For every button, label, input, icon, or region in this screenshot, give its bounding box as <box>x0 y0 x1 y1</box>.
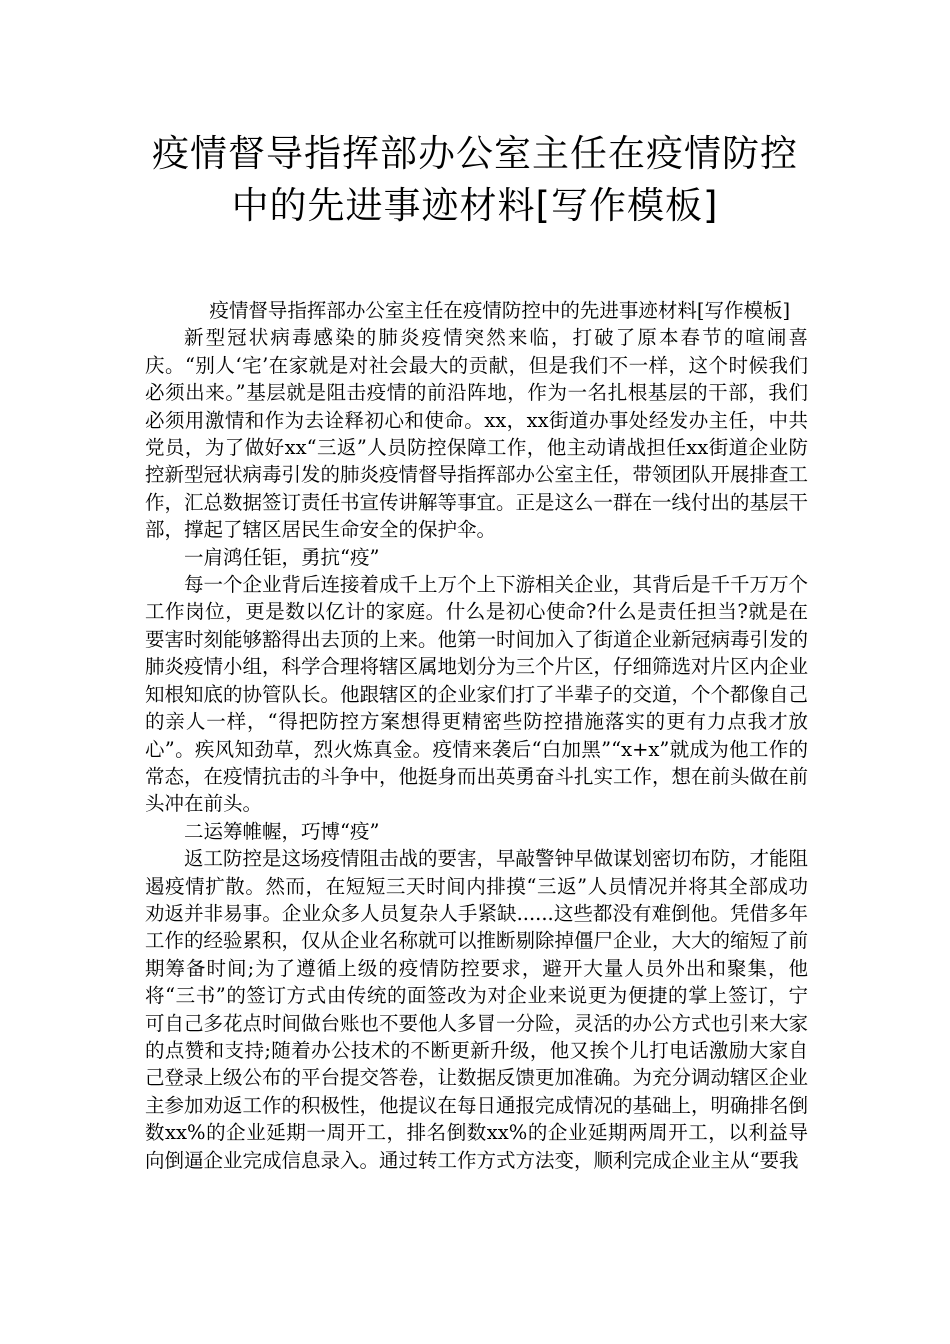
paragraph-subtitle: 疫情督导指挥部办公室主任在疫情防控中的先进事迹材料[写作模板] <box>209 299 791 322</box>
document-body <box>145 297 808 1174</box>
paragraph-section-2: 返工防控是这场疫情阻击战的要害，早敲警钟早做谋划密切布防，才能阻遏疫情扩散。然而，在短短三天时间内排摸“三返”人员情况并将其全部成功劝返并非易事。企业众多人员复杂人手紧缺......这些都没有难倒他。凭借多年工作的经验累积，仅从企业名称就可以推断剔除掉僵尸企业，大大的缩短了前期筹备时间;为了遵循上级的疫情防控要求，避开大量人员外出和聚集，他将“三书”的签订方式由传统的面签改为对企业来说更为便捷的掌上签订，宁可自己多花点时间做台账也不要他人多冒一分险，灵活的办公方式也引来大家的点赞和支持;随着办公技术的不断更新升级，他又挨个儿打电话激励大家自己登录上级公布的平台提交答卷，让数据反馈更加准确。为充分调动辖区企业主参加劝返工作的积极性，他提议在每日通报完成情况的基础上，明确排名倒数xx%的企业延期一周开工，排名倒数xx%的企业延期两周开工，以利益导向倒逼企业完成信息录入。通过转工作方式方法变，顺利完成企业主从“要我 <box>145 847 809 1172</box>
document-title <box>100 128 850 232</box>
section-heading-1: 一肩鸿任钜，勇抗“疫” <box>184 545 380 569</box>
title-line-1: 疫情督导指挥部办公室主任在疫情防控 <box>152 132 798 175</box>
section-heading-2: 二运筹帷幄，巧博“疫” <box>184 819 380 843</box>
title-line-2: 中的先进事迹材料[写作模板] <box>231 184 719 227</box>
paragraph-intro: 新型冠状病毒感染的肺炎疫情突然来临，打破了原本春节的喧闹喜庆。“别人‘宅’在家就是对社会最大的贡献，但是我们不一样，这个时候我们必须出来。”基层就是阻击疫情的前沿阵地，作为一名扎根基层的干部，我们必须用激情和作为去诠释初心和使命。xx，xx街道办事处经发办主任，中共党员，为了做好xx“三返”人员防控保障工作，他主动请战担任xx街道企业防控新型冠状病毒引发的肺炎疫情督导指挥部办公室主任，带领团队开展排查工作，汇总数据签订责任书宣传讲解等事宜。正是这么一群在一线付出的基层干部，撑起了辖区居民生命安全的保护伞。 <box>145 326 809 542</box>
paragraph-section-1: 每一个企业背后连接着成千上万个上下游相关企业，其背后是千千万万个工作岗位，更是数以亿计的家庭。什么是初心使命?什么是责任担当?就是在要害时刻能够豁得出去顶的上来。他第一时间加入了街道企业新冠病毒引发的肺炎疫情小组，科学合理将辖区属地划分为三个片区，仔细筛选对片区内企业知根知底的协管队长。他跟辖区的企业家们打了半辈子的交道，个个都像自己的亲人一样，“得把防控方案想得更精密些防控措施落实的更有力点我才放心”。疾风知劲草，烈火炼真金。疫情来袭后“白加黑”“x+x”就成为他工作的常态，在疫情抗击的斗争中，他挺身而出英勇奋斗扎实工作，想在前头做在前头冲在前头。 <box>145 573 809 816</box>
